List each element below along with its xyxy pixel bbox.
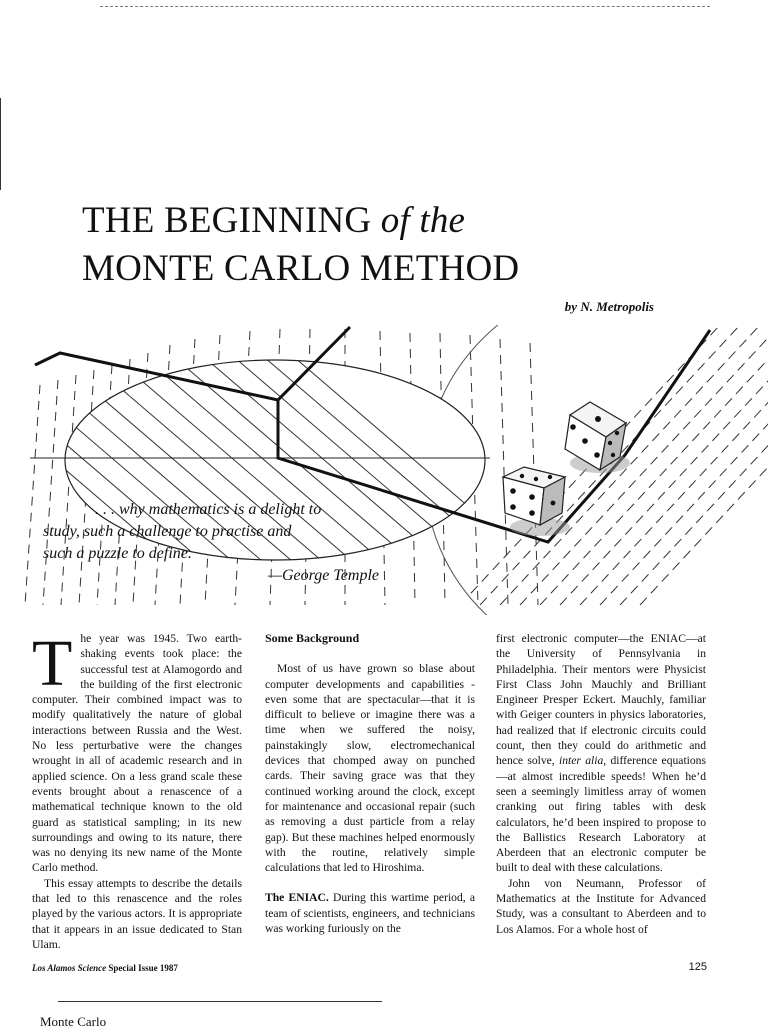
epigraph-quote	[43, 499, 403, 587]
text-column-3	[496, 631, 706, 937]
journal-footer	[32, 963, 178, 973]
paragraph: John von Neumann, Professor of Mathematics at the Institute for Advanced Study, was a consultant to Aberdeen and to Los Alamos. For a whole host of	[496, 876, 706, 936]
margin-mark	[0, 98, 1, 190]
journal-name: Los Alamos Science	[32, 963, 107, 973]
article-title	[82, 197, 519, 293]
runin-heading: The ENIAC.	[265, 891, 329, 905]
paragraph: This essay attempts to describe the details that led to this renascence and the roles played by the various actors. It is appropriate that it appears in an issue dedicated to Stan Ulam.	[32, 876, 242, 951]
bottom-rule	[58, 1001, 382, 1002]
text-column-2	[265, 631, 475, 936]
title-line1: THE BEGINNING	[82, 200, 372, 241]
section-heading: Some Background	[265, 631, 360, 645]
running-footer-cutoff: Monte Carlo	[40, 1014, 107, 1029]
paragraph-text: first electronic computer—the ENIAC—at the University of Pennsylvania in Philadelphia. Their mentors were Physicist First Class John Mauchly and Brilliant Engineer Presper Eckert. Mauchly, familiar with Geiger counters in physics laboratories, had realized that if electronic circuits could count, then they could do arithmetic and hence solve,	[496, 632, 706, 768]
die-upper-icon	[565, 402, 630, 473]
quote-line: such a puzzle to define.	[43, 545, 192, 562]
paragraph	[496, 631, 706, 876]
italic-term: inter alia,	[559, 754, 607, 768]
paragraph	[265, 890, 475, 936]
die-lower-icon	[503, 467, 570, 536]
author-byline: by N. Metropolis	[564, 299, 654, 314]
paragraph: he year was 1945. Two earth-shaking events took place: the successful test at Alamogordo and the building of the first electronic computer. Their combined impact was to modify qualitatively the nature of global interactions between Russia and the West. No less perturbative were the changes wrought in all of academic research and in applied science. On a less grand scale these events brought about a renascence of a mathematical technique known to the old guard as statistical sampling; in its new surroundings and owing to its nature, there was no denying its new name of the Monte Carlo method.	[32, 632, 242, 875]
text-column-1	[32, 627, 242, 952]
page-number: 125	[688, 961, 707, 973]
paragraph: Most of us have grown so blase about computer developments and capabilities -even some that are spectacular—that it is difficult to believe or imagine there was a time when we suffered the noisy, painstakingly slow, electromechanical devices that chomped away on punched cards. Their saving grace was that they continued working around the clock, except for maintenance and occasional repair (such as removing a dust particle from a relay gap). But these machines helped enormously with the routine, relatively simple calculations that led to Hiroshima.	[265, 662, 475, 875]
paragraph-text: During this wartime period, a team of scientists, engineers, and technicians was working furiously on the	[265, 891, 475, 936]
issue-label: Special Issue 1987	[108, 963, 178, 973]
quote-line: study, such a challenge to practise and	[43, 523, 292, 540]
paragraph-text: difference equations—at almost incredible speeds! When he’d seen a seemingly limitless array of women cranking out firing tables with desk calculators, he’d been inspired to propose to the Ballistics Research Laboratory at Aberdeen that an electronic computer be built to deal with these calculations.	[496, 754, 706, 875]
title-line1-italic: of the	[380, 200, 466, 241]
quote-author: —George Temple	[267, 567, 379, 584]
top-rule	[100, 6, 710, 7]
drop-cap: T	[32, 627, 73, 700]
title-line2: MONTE CARLO METHOD	[82, 248, 520, 289]
quote-line: . . . why mathematics is a delight to	[95, 501, 322, 518]
